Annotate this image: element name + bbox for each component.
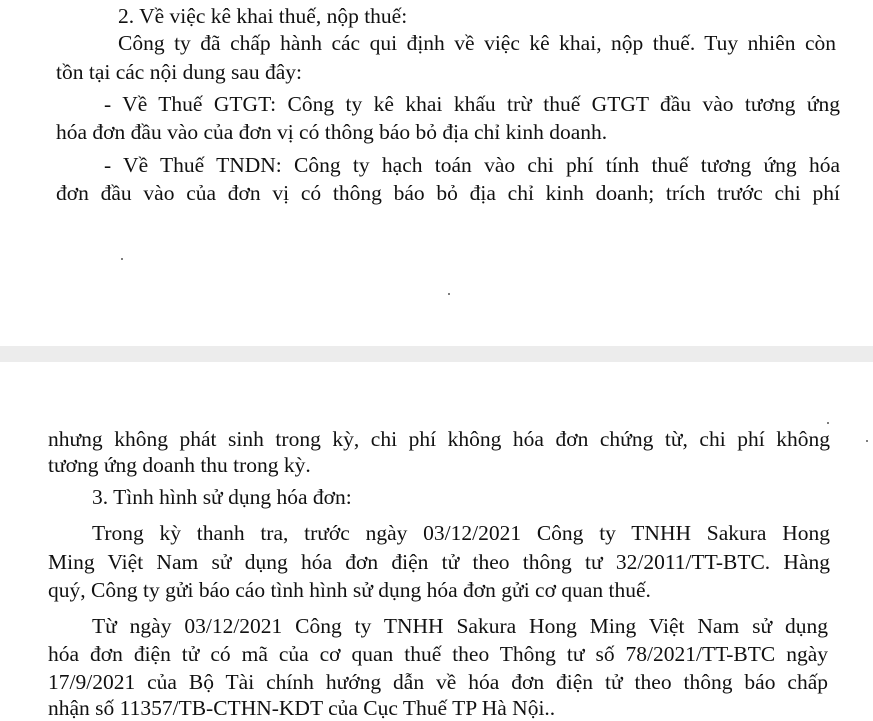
scan-speck	[866, 440, 868, 442]
document-page-top	[0, 0, 873, 346]
paragraph-line: nhưng không phát sinh trong kỳ, chi phí không hóa đơn chứng từ, chi phí không	[48, 427, 830, 451]
paragraph-line: 17/9/2021 của Bộ Tài chính hướng dẫn về hóa đơn điện tử theo thông báo chấp	[48, 670, 828, 694]
scan-speck	[448, 293, 450, 295]
paragraph-line: tương ứng doanh thu trong kỳ.	[48, 453, 311, 477]
paragraph-line-vat: - Về Thuế GTGT: Công ty kê khai khấu trừ thuế GTGT đầu vào tương ứng	[104, 92, 840, 116]
section-heading-invoice-usage: 3. Tình hình sử dụng hóa đơn:	[92, 485, 352, 509]
paragraph-line: Ming Việt Nam sử dụng hóa đơn điện tử theo thông tư 32/2011/TT-BTC. Hàng	[48, 550, 830, 574]
paragraph-line: nhận số 11357/TB-CTHN-KDT của Cục Thuế TP Hà Nội..	[48, 696, 556, 720]
document-page-bottom	[0, 362, 873, 721]
paragraph-line: Công ty đã chấp hành các qui định về việc kê khai, nộp thuế. Tuy nhiên còn	[118, 31, 836, 55]
paragraph-line-cit: - Về Thuế TNDN: Công ty hạch toán vào chi phí tính thuế tương ứng hóa	[104, 153, 840, 177]
page-separator	[0, 346, 873, 362]
paragraph-line: quý, Công ty gửi báo cáo tình hình sử dụng hóa đơn gửi cơ quan thuế.	[48, 578, 651, 602]
paragraph-line: tồn tại các nội dung sau đây:	[56, 60, 302, 84]
paragraph-line: Trong kỳ thanh tra, trước ngày 03/12/2021 Công ty TNHH Sakura Hong	[92, 521, 830, 545]
paragraph-line: Từ ngày 03/12/2021 Công ty TNHH Sakura Hong Ming Việt Nam sử dụng	[92, 614, 828, 638]
scan-speck	[121, 258, 123, 260]
section-heading-tax-declaration: 2. Về việc kê khai thuế, nộp thuế:	[118, 4, 408, 28]
paragraph-line: hóa đơn điện tử có mã của cơ quan thuế theo Thông tư số 78/2021/TT-BTC ngày	[48, 642, 828, 666]
scan-speck	[827, 422, 829, 424]
paragraph-line: hóa đơn đầu vào của đơn vị có thông báo bỏ địa chỉ kinh doanh.	[56, 120, 608, 144]
paragraph-line: đơn đầu vào của đơn vị có thông báo bỏ địa chỉ kinh doanh; trích trước chi phí	[56, 181, 840, 205]
